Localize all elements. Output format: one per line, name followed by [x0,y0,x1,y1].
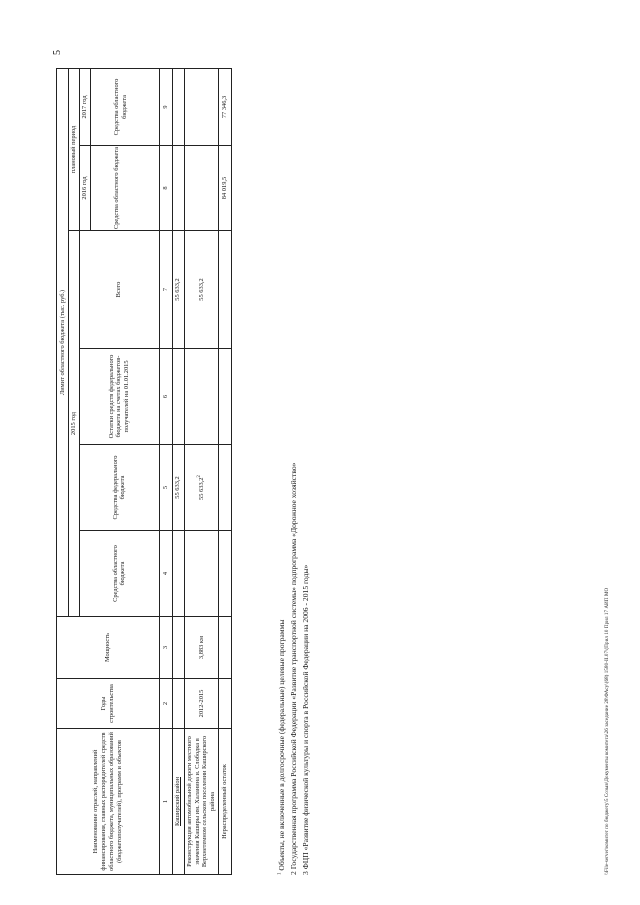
district-total: 55 633,2 [172,231,184,349]
table-row-object [184,68,218,874]
object-2016 [184,146,218,231]
header-col-federal: Средства федерального бюджета [79,445,159,531]
balance-capacity [219,617,232,679]
district-remaining [172,349,184,445]
header-year-2017: 2017 год [80,69,91,145]
column-number: 3 [159,617,172,679]
column-number: 4 [159,531,172,617]
footnote [288,463,300,875]
district-name: Каширский район [172,729,184,875]
column-number: 2 [159,679,172,729]
district-regional [172,531,184,617]
object-capacity: 3,883 км [184,617,218,679]
header-col-regional: Средства областного бюджета [79,531,159,617]
balance-total [219,231,232,349]
balance-name: Нераспределенный остаток [219,729,232,875]
budget-table [56,68,232,875]
column-number: 6 [159,349,172,445]
balance-regional [219,531,232,617]
footnote-mark: 3 [300,871,310,875]
footnote-text: ФЦП «Развитие физической культуры и спорта в Российской Федерации на 2006 - 2015 годы» [300,564,310,870]
header-planned-period: плановый период [69,68,80,230]
object-remaining [184,349,218,445]
header-name-column: Наименование отраслей, направлений финансирования, главных распорядителей средств областного бюджета, муниципальных образований (бюджетополучателей), программ и объектов [57,729,160,875]
object-federal-footnote-mark: 2 [196,475,202,478]
footer-file-path: \\File-server\комитет по бюджету\5 Созыв\Документы комитета\26 заседание 28\ФАсу\(68) 1580-II.07\(Прил 10 Прил 17 АИП МО [605,587,610,875]
header-col-total: Всего [79,231,159,349]
object-federal: 55 633,2 [197,477,205,500]
balance-years [219,679,232,729]
balance-2016: 84 019,5 [219,146,232,231]
object-name: Реконструкция автомобильной дороги местного значения Каширы им. Халанина и. Слободка в Верхнетемном сельском поселении Каширского района [184,729,218,875]
balance-2017: 77 346,3 [219,68,232,145]
header-capacity-column: Мощность [57,617,160,679]
district-years [172,679,184,729]
footnotes [276,463,311,875]
balance-remaining [219,349,232,445]
object-2017 [184,68,218,145]
object-years: 2012-2015 [184,679,218,729]
district-federal: 55 633,2 [172,445,184,531]
column-number: 8 [159,146,172,231]
balance-federal [219,445,232,531]
header-col-regional-2016: Средства областного бюджета [112,146,120,230]
district-2016 [172,146,184,231]
header-col-2016 [79,146,159,231]
footnote-text: Объекты, не включенные в долгосрочные (федеральные) целевые программы [277,619,286,871]
page-number: 5 [52,50,63,55]
object-regional [184,531,218,617]
header-year-2016: 2016 год [80,146,91,230]
column-number: 1 [159,729,172,875]
district-capacity [172,617,184,679]
header-year-2015: 2015 год [69,231,80,617]
district-2017 [172,68,184,145]
header-col-regional-2017: Средства областного бюджета [112,78,128,136]
header-col-2017 [79,68,159,145]
header-col-remaining: Остатки средств федерального бюджета на счетах бюджетов-получателей на 01.01.2015 [79,349,159,445]
column-number: 7 [159,231,172,349]
table-row-balance [219,68,232,874]
table-row-district [172,68,184,874]
header-years-column: Годы строительства [57,679,160,729]
object-total: 55 633,2 [184,231,218,349]
header-limit-group: Лимит областного бюджета (тыс. руб.) [57,68,69,616]
footnote-mark: 1 [277,872,283,875]
column-number: 5 [159,445,172,531]
footnote-mark: 2 [288,871,298,875]
footnote-text: Государственная программа Российской Федерации «Развитие транспортной системы» подпрограмма «Дорожное хозяйство» [288,462,298,870]
footnote [276,463,288,875]
column-number: 9 [159,68,172,145]
object-federal-cell [184,445,218,531]
footnote [300,463,312,875]
